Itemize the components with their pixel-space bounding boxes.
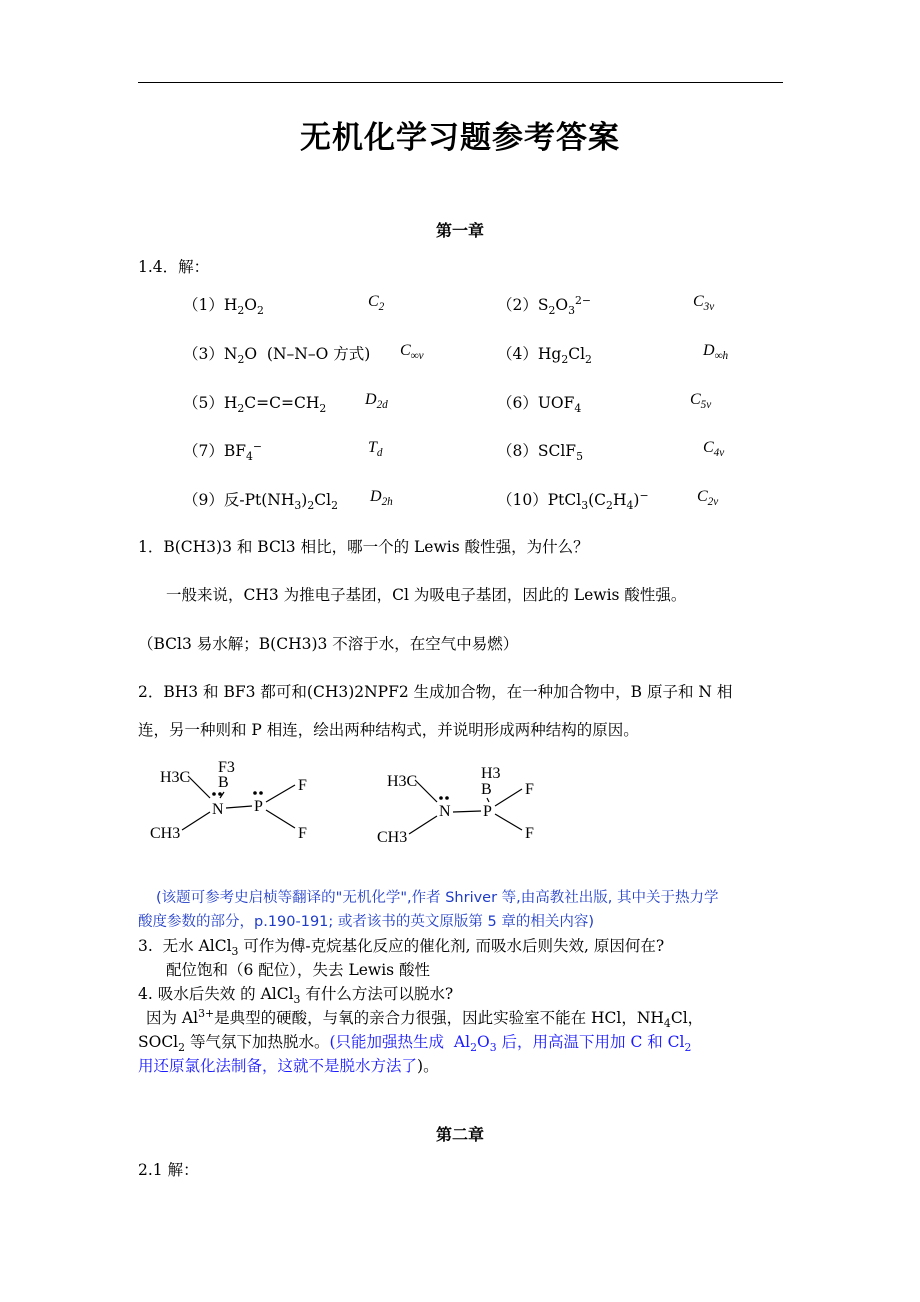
sym-item-6: $(6)UOF_4$ [497,394,582,416]
sym-group-5: $D_{2d}$ [365,391,388,412]
sym-group-10: $C_{2v}$ [697,488,719,509]
question-4-note-end: )。 [417,1057,439,1075]
question-1-note: （BCl3 易水解；B(CH3)3 不溶于水，在空气中易燃） [138,635,519,653]
struct2-b: B [481,781,492,798]
question-4: 4. 吸水后失效 的 AlCl$_3$ 有什么方法可以脱水? [138,985,454,1007]
sym-item-1: $(1)H_2O_2$ [183,296,264,318]
struct2-top: H3 [481,765,501,782]
structure-2-diagram [375,752,575,862]
q21-heading: 2.1 解： [138,1161,199,1179]
sym-group-3: $C_{\infty v}$ [400,342,424,363]
sym-item-9: （9）反$-Pt(NH_3)_2Cl_2$ [183,491,338,513]
struct2-ch3-bottom: CH3 [377,829,408,846]
question-4-answer-line3 [138,1054,439,1076]
question-2-line2: 连，另一种则和 P 相连，绘出两种结构式，并说明形成两种结构的原因。 [138,721,639,739]
sym-item-10: $(10)PtCl_3(C_2H_4)^-$ [497,488,649,513]
struct1-top: F3 [218,759,235,776]
question-3: 3. 无水 AlCl$_3$ 可作为傅-克烷基化反应的催化剂, 而吸水后则失效, 原因何在? [138,937,665,959]
struct1-b: B [218,774,229,791]
header-rule [138,82,783,83]
sym-group-1: $C_2$ [368,293,385,314]
question-4-answer-line1: 因为 $Al^{3+}$是典型的硬酸，与氧的亲合力很强，因此实验室不能在 HCl，$NH_4Cl$， [146,1006,704,1031]
question-4-answer-line2: SOCl$_2$ 等气氛下加热脱水。(只能加强热生成 $Al_2O_3$ 后，用高温下用加 C 和 $Cl_2$ [138,1033,692,1055]
sym-item-8: （8）SClF$_5$ [497,442,583,464]
reference-note-line2: 酸度参数的部分，p.190-191; 或者该书的英文原版第 5 章的相关内容) [138,914,594,930]
struct1-f-bottom: F [298,825,307,842]
struct1-p: P [254,798,263,815]
struct1-f-top: F [298,777,307,794]
sym-group-9: $D_{2h}$ [370,488,393,509]
sym-group-6: $C_{5v}$ [690,391,712,412]
reference-note-line1: (该题可参考史启桢等翻译的"无机化学",作者 Shriver 等,由高教社出版, 其中关于热力学 [156,890,719,906]
question-4-note-blue-1: (只能加强热生成 $Al_2O_3$ 后，用高温下用加 C 和 $Cl_2$ [329,1033,692,1055]
sym-item-2: $(2)S_2O_3^{2-}$ [497,293,592,318]
struct1-ch3-top: H3C [160,769,191,786]
sym-group-8: $C_{4v}$ [703,439,725,460]
q14-heading: 1.4．解： [138,258,210,276]
question-2-line1: 2．BH3 和 BF3 都可和(CH3)2NPF2 生成加合物，在一种加合物中，B 原子和 N 相 [138,683,733,701]
chapter-2-heading: 第二章 [435,1125,484,1144]
question-1-answer: 一般来说，CH3 为推电子基团，Cl 为吸电子基团，因此的 Lewis 酸性强。 [166,586,687,604]
page-title: 无机化学习题参考答案 [300,120,620,156]
sym-item-7: $(7)BF_4^-$ [183,439,263,464]
sym-group-2: $C_{3v}$ [693,293,715,314]
question-3-answer: 配位饱和（6 配位），失去 Lewis 酸性 [166,961,431,979]
struct1-n: N [212,801,224,818]
sym-group-4: $D_{\infty h}$ [703,342,729,363]
struct2-f-bottom: F [525,825,534,842]
struct2-p: P [483,803,492,820]
struct1-ch3-bottom: CH3 [150,825,181,842]
sym-group-7: $T_d$ [368,439,383,460]
struct2-f-top: F [525,781,534,798]
sym-item-3: $(3)N_2O$ (N–N–O 方式) [183,345,371,367]
chapter-1-heading: 第一章 [435,221,484,240]
struct2-n: N [439,803,451,820]
question-4-note-blue-2: 用还原氯化法制备，这就不是脱水方法了 [138,1057,418,1075]
struct2-ch3-top: H3C [387,773,418,790]
structure-1-diagram [150,752,350,862]
sym-item-5: $(5)H_2C=C=CH_2$ [183,394,327,416]
sym-item-4: $(4)Hg_2Cl_2$ [497,345,592,367]
question-1: 1．B(CH3)3 和 BCl3 相比，哪一个的 Lewis 酸性强，为什么？ [138,538,589,556]
